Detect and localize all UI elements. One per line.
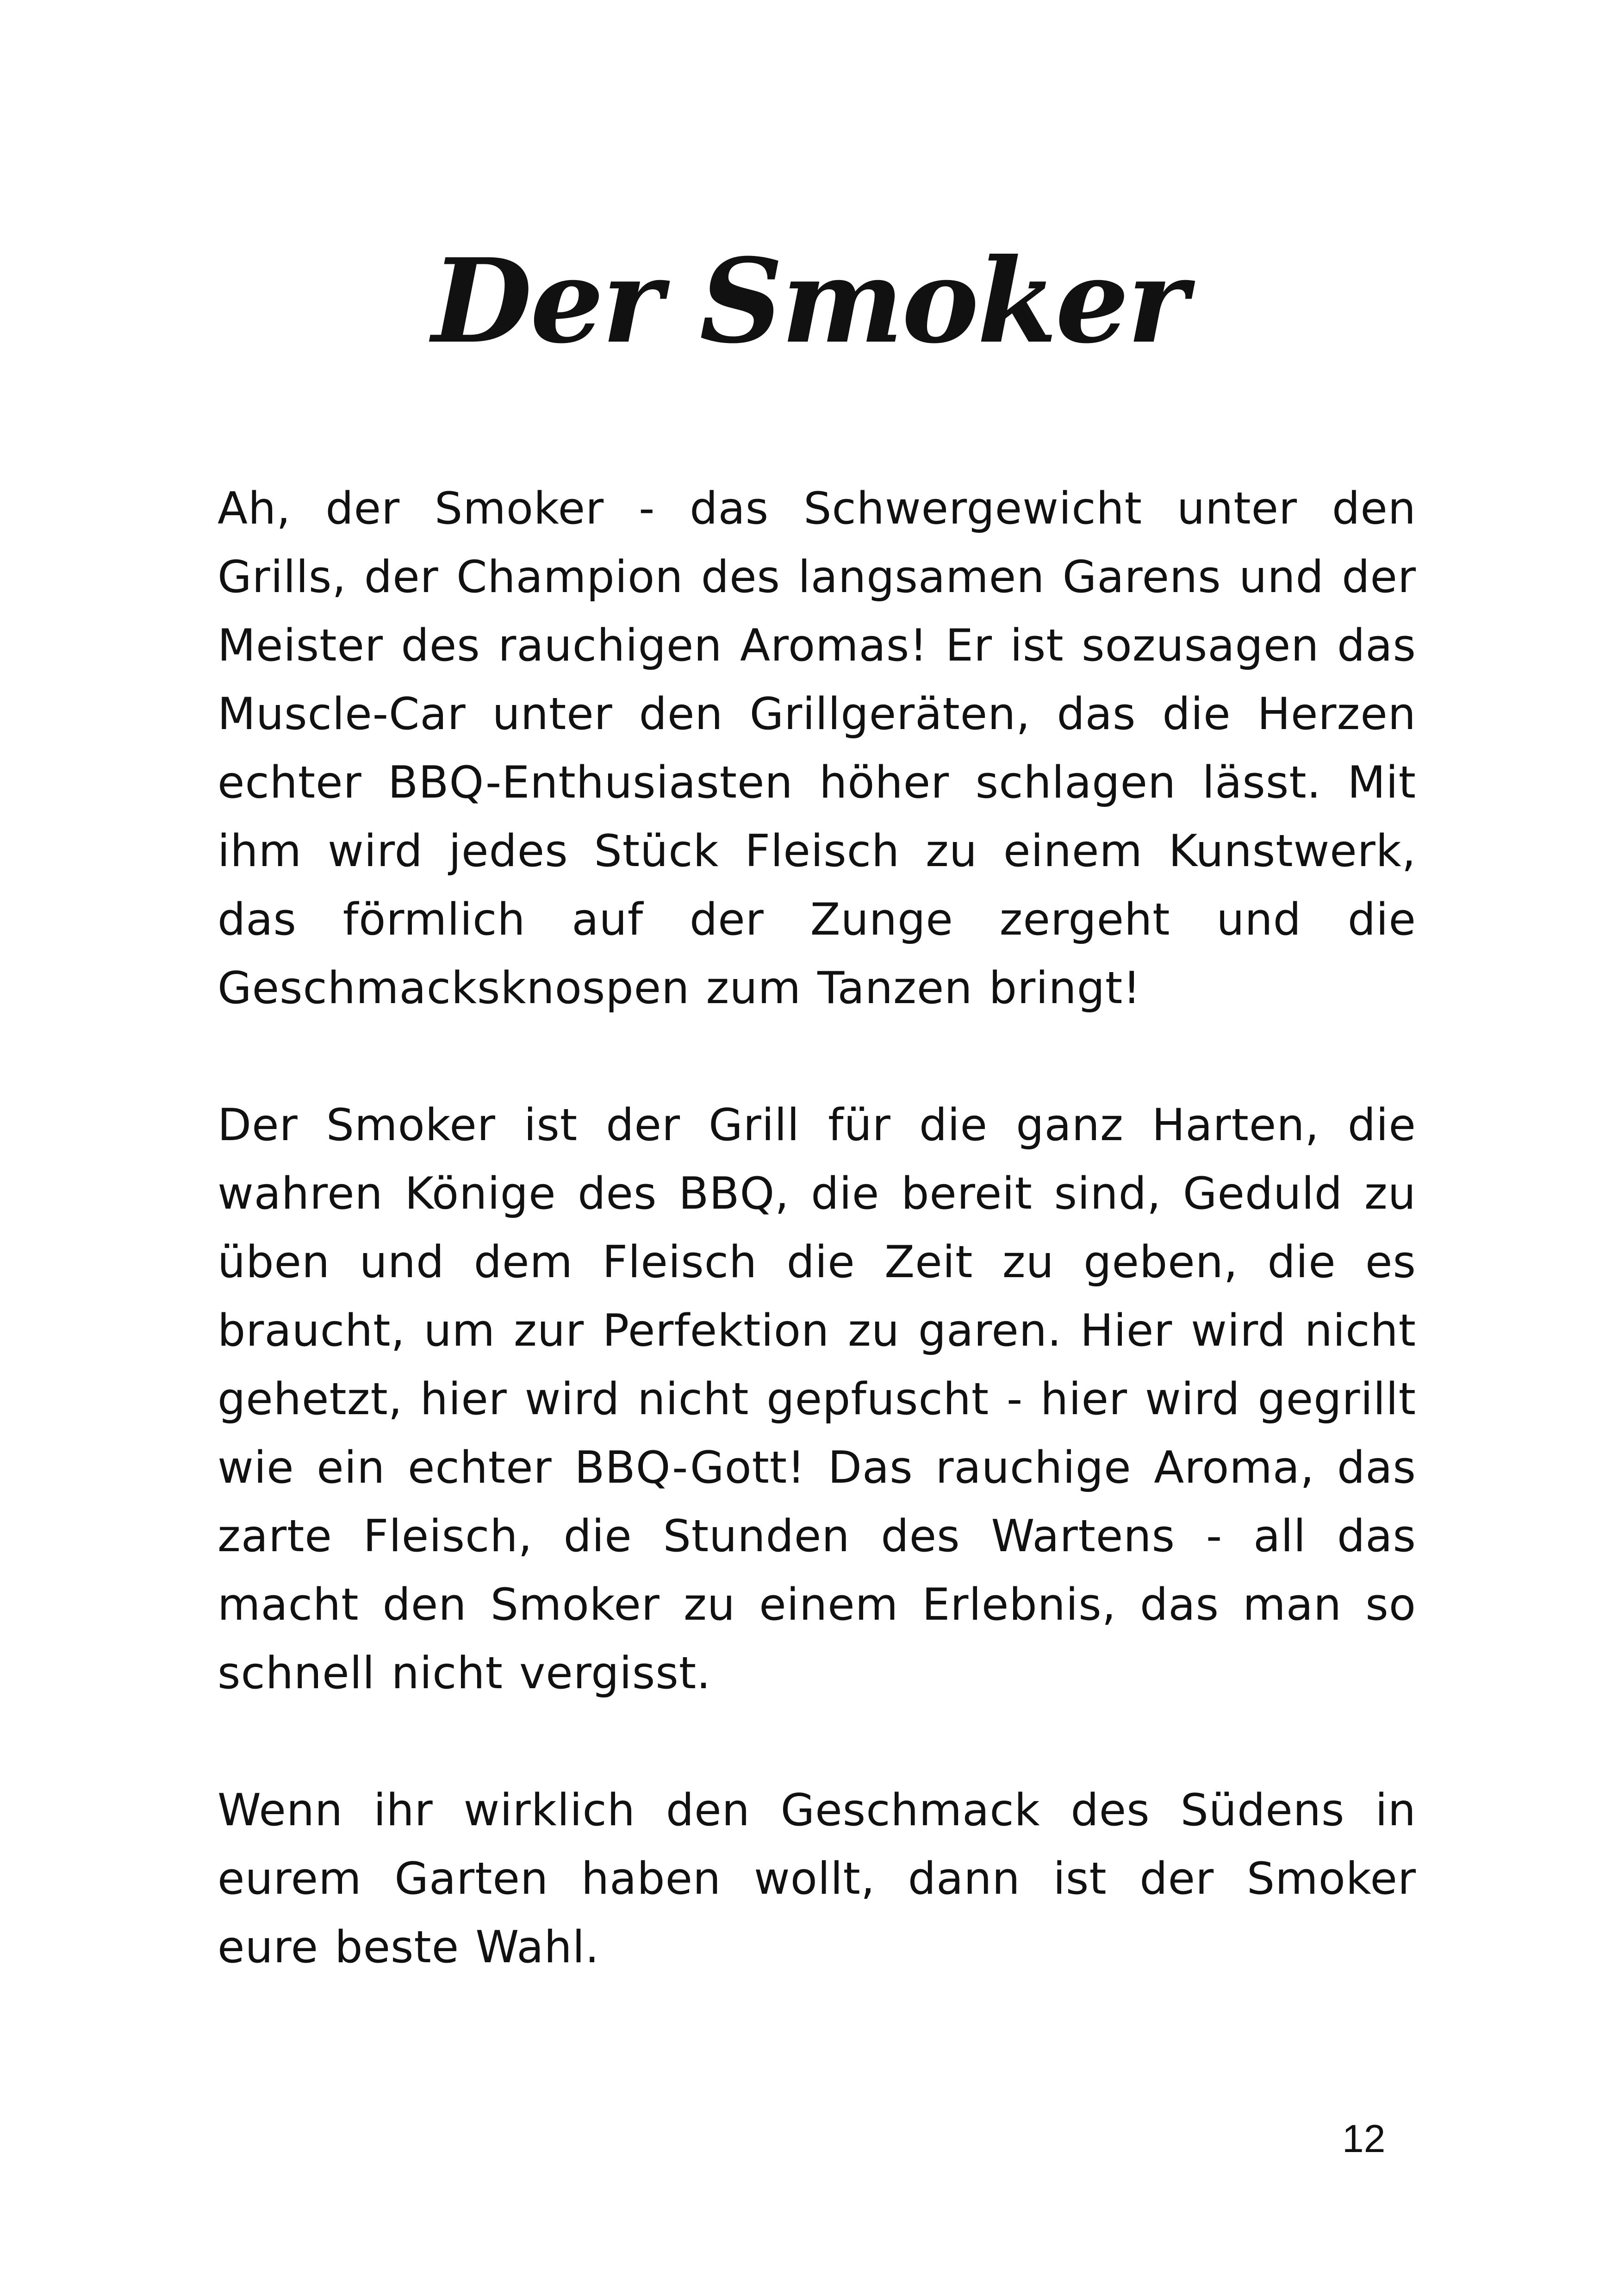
paragraph-1: Ah, der Smoker - das Schwergewicht unter den Grills, der Champion des langsamen Garens und der Meister des rauchigen Aromas! Er ist sozusagen das Muscle-Car unter den Grillgeräten, das die Herzen echter BBQ-Enthusiasten höher schlagen lässt. Mit ihm wird jedes Stück Fleisch zu einem Kunstwerk, das förmlich auf der Zunge zergeht und die Geschmacksknospen zum Tanzen bringt! xyxy=(218,483,1416,1014)
paragraph-3: Wenn ihr wirklich den Geschmack des Südens in eurem Garten haben wollt, dann ist der Smoker eure beste Wahl. xyxy=(218,1785,1416,1973)
paragraph-2: Der Smoker ist der Grill für die ganz Harten, die wahren Könige des BBQ, die bereit sind, Geduld zu üben und dem Fleisch die Zeit zu geben, die es braucht, um zur Perfektion zu garen. Hier wird nicht gehetzt, hier wird nicht gepfuscht - hier wird gegrillt wie ein echter BBQ-Gott! Das rauchige Aroma, das zarte Fleisch, die Stunden des Wartens - all das macht den Smoker zu einem Erlebnis, das man so schnell nicht vergisst. xyxy=(218,1100,1416,1699)
chapter-title: Der Smoker xyxy=(431,233,1187,369)
body-text xyxy=(218,474,1416,2050)
page-number: 12 xyxy=(1342,2117,1386,2160)
